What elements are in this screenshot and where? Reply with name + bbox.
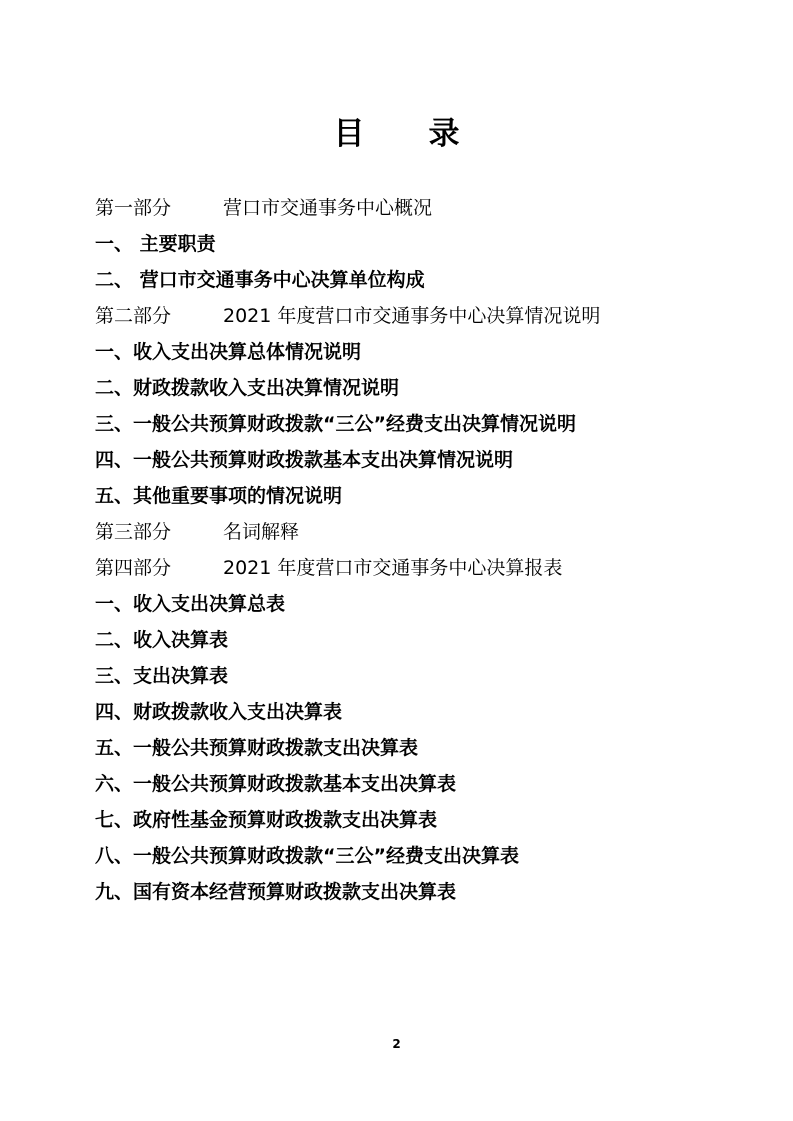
toc-part-title: 2021 年度营口市交通事务中心决算情况说明 <box>223 305 601 327</box>
toc-entry: 一、 主要职责 <box>95 233 216 255</box>
toc-part-2 <box>95 298 735 334</box>
toc-part-title: 名词解释 <box>223 521 300 543</box>
toc-entry: 五、其他重要事项的情况说明 <box>95 485 343 507</box>
table-of-contents <box>95 190 735 910</box>
title-char-1: 目 <box>333 116 365 152</box>
toc-entry: 二、财政拨款收入支出决算情况说明 <box>95 377 400 399</box>
toc-entry: 四、一般公共预算财政拨款基本支出决算情况说明 <box>95 449 514 471</box>
toc-entry: 四、财政拨款收入支出决算表 <box>95 701 343 723</box>
toc-entry: 一、收入支出决算总表 <box>95 593 286 615</box>
toc-entry: 五、一般公共预算财政拨款支出决算表 <box>95 737 419 759</box>
toc-part-4 <box>95 550 735 586</box>
toc-entry: 九、国有资本经营预算财政拨款支出决算表 <box>95 881 457 903</box>
toc-part-title: 营口市交通事务中心概况 <box>223 197 433 219</box>
toc-part-1 <box>95 190 735 226</box>
toc-part-label: 第一部分 <box>95 197 172 219</box>
toc-part-label: 第四部分 <box>95 557 172 579</box>
toc-part-3 <box>95 514 735 550</box>
toc-entry: 三、支出决算表 <box>95 665 229 687</box>
toc-entry: 二、收入决算表 <box>95 629 229 651</box>
toc-entry: 八、一般公共预算财政拨款“三公”经费支出决算表 <box>95 845 519 867</box>
page-number: 2 <box>392 1037 401 1051</box>
toc-entry: 一、收入支出决算总体情况说明 <box>95 341 362 363</box>
toc-part-title: 2021 年度营口市交通事务中心决算报表 <box>223 557 563 579</box>
toc-entry: 三、一般公共预算财政拨款“三公”经费支出决算情况说明 <box>95 413 576 435</box>
toc-part-label: 第三部分 <box>95 521 172 543</box>
page-title <box>0 114 793 154</box>
title-char-2: 录 <box>428 116 460 152</box>
toc-entry: 七、政府性基金预算财政拨款支出决算表 <box>95 809 438 831</box>
toc-part-label: 第二部分 <box>95 305 172 327</box>
toc-entry: 六、一般公共预算财政拨款基本支出决算表 <box>95 773 457 795</box>
toc-entry: 二、 营口市交通事务中心决算单位构成 <box>95 269 425 291</box>
